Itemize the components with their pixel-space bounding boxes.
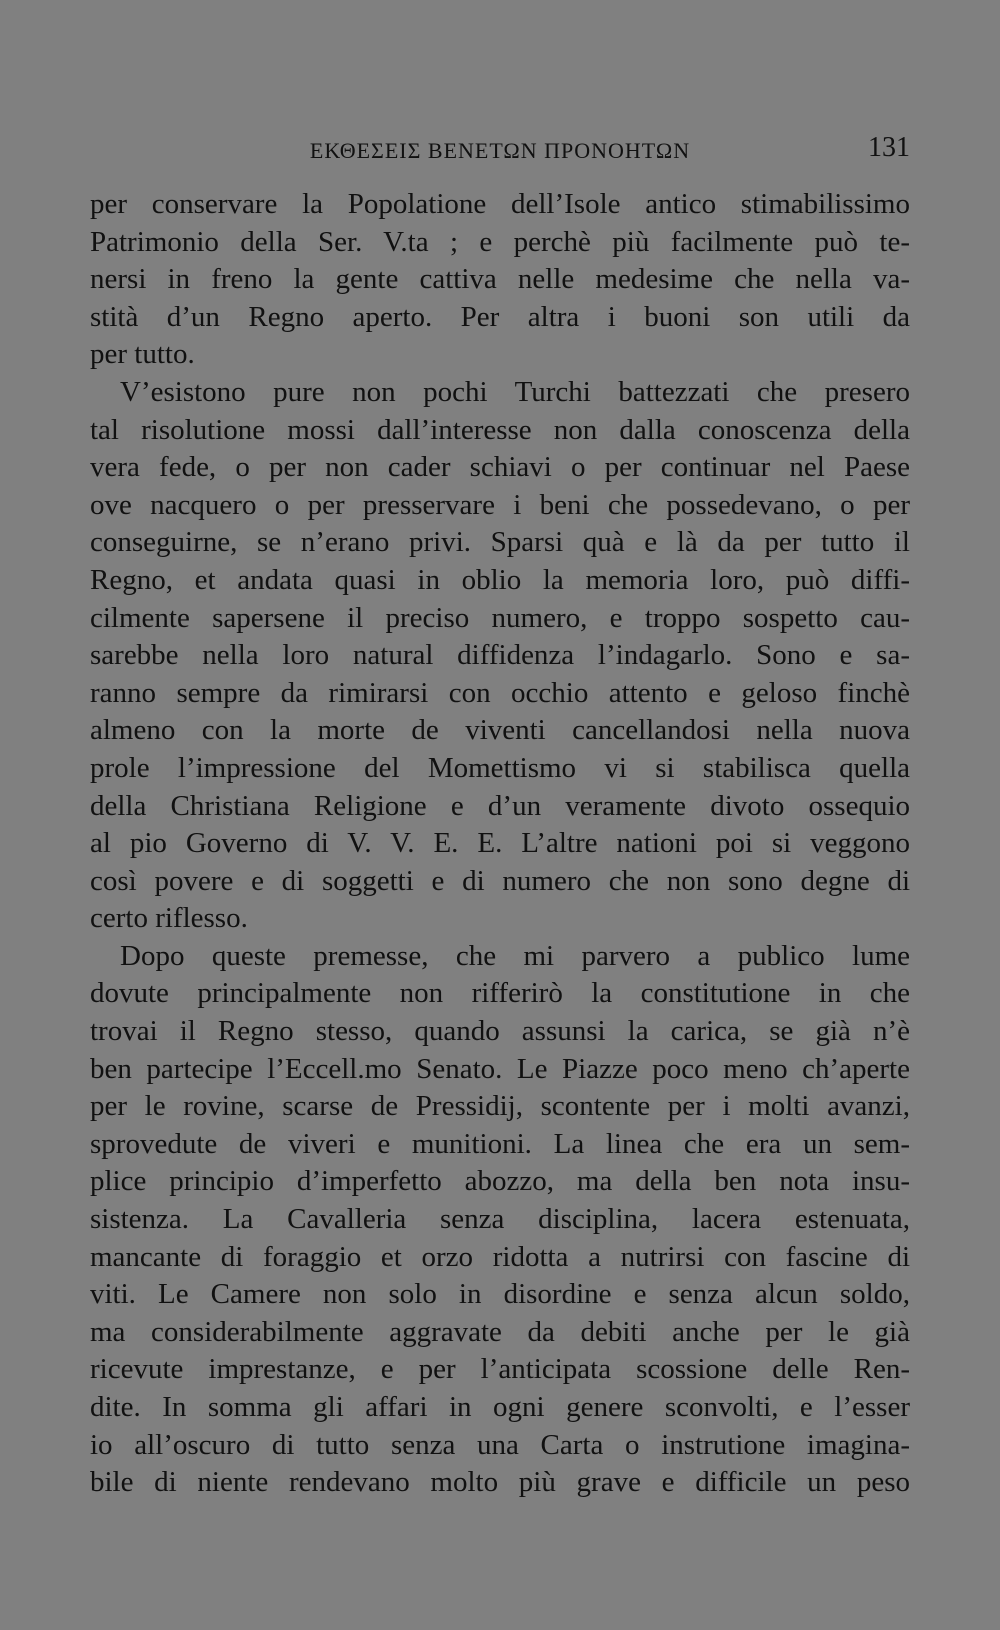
text-line: per le rovine, scarse de Pressidij, scontente per i molti avanzi,	[90, 1090, 910, 1123]
text-line: certo riflesso.	[90, 902, 248, 935]
text-line: della Christiana Religione e d’un veramente divoto ossequio	[90, 789, 910, 822]
text-line: V’esistono pure non pochi Turchi battezzati che presero	[120, 375, 910, 408]
page-header	[90, 132, 910, 166]
text-line: ben partecipe l’Eccell.mo Senato. Le Piazze poco meno ch’aperte	[90, 1052, 910, 1085]
text-line: prole l’impressione del Momettismo vi si stabilisca quella	[90, 751, 910, 784]
body-text	[90, 186, 910, 1502]
text-line: stità d’un Regno aperto. Per altra i buoni son utili da	[90, 300, 910, 333]
text-line: Patrimonio della Ser. V.ta ; e perchè più facilmente può te-	[90, 225, 910, 258]
text-line: per conservare la Popolatione dell’Isole antico stimabilissimo	[90, 188, 910, 220]
text-line: ma considerabilmente aggravate da debiti anche per le già	[90, 1315, 910, 1348]
text-line: ricevute imprestanze, e per l’anticipata scossione delle Ren-	[90, 1353, 910, 1386]
text-line: vera fede, o per non cader schiavi o per continuar nel Paese	[90, 451, 910, 484]
text-line: così povere e di soggetti e di numero che non sono degne di	[90, 864, 910, 897]
text-line: bile di niente rendevano molto più grave e difficile un peso	[90, 1466, 910, 1499]
text-line: io all’oscuro di tutto senza una Carta o instrutione imagina-	[90, 1428, 910, 1461]
text-line: per tutto.	[90, 338, 195, 371]
text-line: ove nacquero o per presservare i beni che possedevano, o per	[90, 488, 910, 521]
text-line: conseguirne, se n’erano privi. Sparsi quà e là da per tutto il	[90, 526, 910, 559]
text-line: sprovedute de viveri e munitioni. La linea che era un sem-	[90, 1127, 910, 1160]
text-line: al pio Governo di V. V. E. E. L’altre nationi poi si veggono	[90, 827, 910, 860]
text-line: sistenza. La Cavalleria senza disciplina, lacera estenuata,	[90, 1203, 910, 1236]
page-number: 131	[868, 132, 910, 163]
text-line: mancante di foraggio et orzo ridotta a nutrirsi con fascine di	[90, 1240, 910, 1273]
text-line: Regno, et andata quasi in oblio la memoria loro, può diffi-	[90, 563, 910, 596]
text-line: plice principio d’imperfetto abozzo, ma della ben nota insu-	[90, 1165, 910, 1198]
text-line: Dopo queste premesse, che mi parvero a publico lume	[120, 939, 910, 972]
text-line: ranno sempre da rimirarsi con occhio attento e geloso finchè	[90, 676, 910, 709]
text-line: tal risolutione mossi dall’interesse non dalla conoscenza della	[90, 413, 910, 446]
text-line: nersi in freno la gente cattiva nelle medesime che nella va-	[90, 263, 910, 296]
text-line: dite. In somma gli affari in ogni genere sconvolti, e l’esser	[90, 1391, 910, 1423]
text-line: sarebbe nella loro natural diffidenza l’indagarlo. Sono e sa-	[90, 639, 910, 672]
running-title: ΕΚΘΕΣΕΙΣ ΒΕΝΕΤΩΝ ΠΡΟΝΟΗΤΩΝ	[309, 138, 691, 163]
text-line: almeno con la morte de viventi cancellandosi nella nuova	[90, 714, 910, 747]
text-line: trovai il Regno stesso, quando assunsi la carica, se già n’è	[90, 1015, 910, 1048]
text-line: cilmente sapersene il preciso numero, e troppo sospetto cau-	[90, 601, 910, 634]
text-line: viti. Le Camere non solo in disordine e senza alcun soldo,	[90, 1278, 910, 1311]
text-line: dovute principalmente non rifferirò la constitutione in che	[90, 977, 910, 1010]
